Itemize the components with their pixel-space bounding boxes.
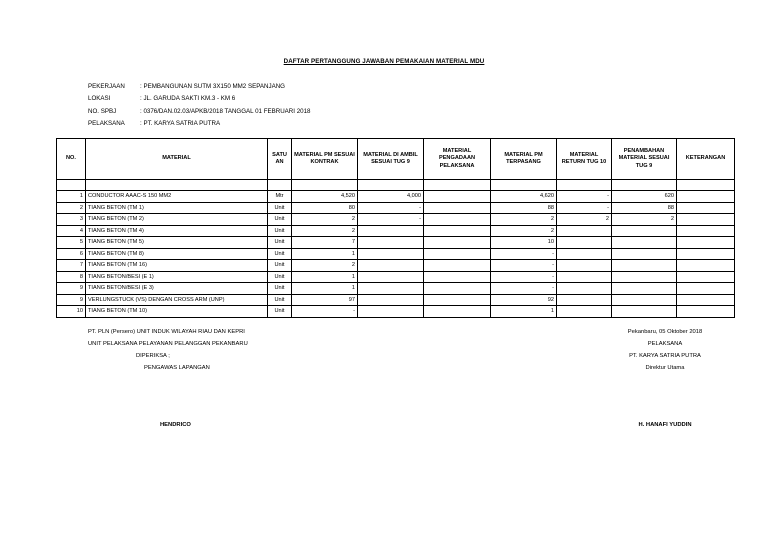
table-cell: - <box>292 306 358 318</box>
info-row <box>88 106 310 118</box>
table-cell: - <box>358 202 424 214</box>
supervisor-signature-name: HENDRICO <box>160 422 191 428</box>
table-cell: - <box>491 248 557 260</box>
table-cell <box>424 248 491 260</box>
table-cell: 3 <box>57 214 86 226</box>
table-cell: Unit <box>268 306 292 318</box>
info-value: : PT. KARYA SATRIA PUTRA <box>140 119 221 127</box>
table-cell: 2 <box>292 260 358 272</box>
info-value: : PEMBANGUNAN SUTM 3X150 MM2 SEPANJANG <box>140 83 285 90</box>
table-cell: 2 <box>57 202 86 214</box>
table-cell: - <box>557 202 612 214</box>
footer-right <box>590 326 740 374</box>
table-cell <box>612 294 677 306</box>
table-cell: 8 <box>57 271 86 283</box>
table-cell: Unit <box>268 225 292 237</box>
table-cell <box>612 248 677 260</box>
table-cell: Unit <box>268 294 292 306</box>
table-cell: Unit <box>268 214 292 226</box>
table-cell <box>557 294 612 306</box>
info-key: PELAKSANA <box>88 119 125 127</box>
table-cell <box>677 214 735 226</box>
table-cell <box>358 294 424 306</box>
table-cell: Unit <box>268 271 292 283</box>
table-cell: Mtr <box>268 191 292 203</box>
table-cell: Unit <box>268 237 292 249</box>
table-cell <box>677 294 735 306</box>
table-cell: 4,000 <box>358 191 424 203</box>
org-name: PT. PLN (Persero) UNIT INDUK WILAYAH RIAU DAN KEPRI <box>88 329 245 335</box>
table-cell <box>358 306 424 318</box>
supervisor-role: PENGAWAS LAPANGAN <box>144 365 210 371</box>
table-cell: Unit <box>268 202 292 214</box>
table-cell <box>358 283 424 295</box>
table-row <box>57 283 735 295</box>
table-cell <box>612 306 677 318</box>
table-cell <box>612 283 677 295</box>
table-cell: 1 <box>57 191 86 203</box>
info-key: NO. SPBJ <box>88 107 117 115</box>
column-header: KETERANGAN <box>677 139 735 180</box>
table-cell: TIANG BETON (TM 10) <box>86 306 268 318</box>
table-cell <box>424 191 491 203</box>
table-cell <box>557 248 612 260</box>
table-cell: 2 <box>557 214 612 226</box>
table-cell: - <box>491 271 557 283</box>
table-cell: VERLUNGSTUCK (VS) DENGAN CROSS ARM (UNP) <box>86 294 268 306</box>
table-cell <box>677 202 735 214</box>
table-cell: 1 <box>292 248 358 260</box>
table-cell <box>557 306 612 318</box>
table-cell <box>358 225 424 237</box>
empty-cell <box>612 180 677 191</box>
spacer-row <box>57 180 735 191</box>
table-cell: - <box>491 283 557 295</box>
table-cell: 7 <box>57 260 86 272</box>
column-header: NO. <box>57 139 86 180</box>
info-row <box>88 118 310 130</box>
table-cell: Unit <box>268 283 292 295</box>
table-cell: 88 <box>612 202 677 214</box>
info-key: LOKASI <box>88 95 111 103</box>
table-row <box>57 248 735 260</box>
table-cell: TIANG BETON/BESI (E 1) <box>86 271 268 283</box>
table-cell: 6 <box>57 248 86 260</box>
empty-cell <box>358 180 424 191</box>
table-cell <box>424 260 491 272</box>
table-cell: 92 <box>491 294 557 306</box>
empty-cell <box>557 180 612 191</box>
table-cell: 5 <box>57 237 86 249</box>
unit-name: UNIT PELAKSANA PELAYANAN PELANGGAN PEKANBARU <box>88 341 248 347</box>
empty-cell <box>86 180 268 191</box>
table-cell <box>557 271 612 283</box>
table-cell <box>424 202 491 214</box>
info-value: : JL. GARUDA SAKTI KM.3 - KM 6 <box>140 95 236 103</box>
table-cell: 2 <box>491 225 557 237</box>
table-cell <box>424 214 491 226</box>
table-row <box>57 214 735 226</box>
table-cell <box>424 283 491 295</box>
table-cell: - <box>491 260 557 272</box>
column-header: PENAMBAHAN MATERIAL SESUAI TUG 9 <box>612 139 677 180</box>
table-row <box>57 294 735 306</box>
table-row <box>57 271 735 283</box>
director-signature-name: H. HANAFI YUDDIN <box>638 422 692 428</box>
table-cell: TIANG BETON (TM 4) <box>86 225 268 237</box>
project-info <box>88 81 310 130</box>
table-cell: 4 <box>57 225 86 237</box>
table-header-row <box>57 139 735 180</box>
document-title: DAFTAR PERTANGGUNG JAWABAN PEMAKAIAN MATERIAL MDU <box>283 58 485 65</box>
empty-cell <box>57 180 86 191</box>
column-header: MATERIAL RETURN TUG 10 <box>557 139 612 180</box>
info-row <box>88 81 310 93</box>
empty-cell <box>292 180 358 191</box>
table-cell: 10 <box>491 237 557 249</box>
table-cell: 9 <box>57 294 86 306</box>
table-cell <box>358 237 424 249</box>
column-header: SATU AN <box>268 139 292 180</box>
table-cell: TIANG BETON (TM 1) <box>86 202 268 214</box>
table-cell <box>677 283 735 295</box>
table-cell: CONDUCTOR AAAC-S 150 MM2 <box>86 191 268 203</box>
table-cell: 1 <box>292 271 358 283</box>
director-role: Direktur Utama <box>645 365 685 371</box>
info-key: PEKERJAAN <box>88 83 125 90</box>
table-cell: 9 <box>57 283 86 295</box>
table-row <box>57 237 735 249</box>
table-row <box>57 306 735 318</box>
table-cell <box>677 191 735 203</box>
table-cell: 10 <box>57 306 86 318</box>
info-value: : 0376/DAN.02.03/APKB/2018 TANGGAL 01 FEBRUARI 2018 <box>140 107 311 115</box>
table-cell: 88 <box>491 202 557 214</box>
table-cell: TIANG BETON (TM 5) <box>86 237 268 249</box>
table-cell: 97 <box>292 294 358 306</box>
table-cell: - <box>557 191 612 203</box>
column-header: MATERIAL DI AMBIL SESUAI TUG 9 <box>358 139 424 180</box>
table-cell <box>677 260 735 272</box>
table-cell <box>677 306 735 318</box>
executor-label: PELAKSANA <box>647 341 683 347</box>
table-cell: 1 <box>292 283 358 295</box>
table-row <box>57 225 735 237</box>
table-cell: 2 <box>292 214 358 226</box>
table-cell: TIANG BETON/BESI (E 3) <box>86 283 268 295</box>
table-cell <box>557 283 612 295</box>
checked-label: DIPERIKSA ; <box>136 353 170 359</box>
table-cell <box>612 271 677 283</box>
empty-cell <box>491 180 557 191</box>
table-row <box>57 202 735 214</box>
column-header: MATERIAL PM SESUAI KONTRAK <box>292 139 358 180</box>
table-row <box>57 260 735 272</box>
table-cell <box>424 271 491 283</box>
table-cell: 1 <box>491 306 557 318</box>
table-cell <box>358 260 424 272</box>
table-cell <box>677 225 735 237</box>
table-cell <box>677 237 735 249</box>
place-date: Pekanbaru, 05 Oktober 2018 <box>627 329 703 335</box>
table-cell <box>557 237 612 249</box>
table-cell: TIANG BETON (TM 8) <box>86 248 268 260</box>
footer-left <box>88 326 248 374</box>
table-cell: 2 <box>292 225 358 237</box>
empty-cell <box>268 180 292 191</box>
table-cell: TIANG BETON (TM 16) <box>86 260 268 272</box>
table-cell: - <box>358 214 424 226</box>
table-cell <box>358 248 424 260</box>
table-cell: 80 <box>292 202 358 214</box>
table-cell: 2 <box>612 214 677 226</box>
table-cell: 4,520 <box>292 191 358 203</box>
table-cell <box>677 248 735 260</box>
table-cell <box>557 225 612 237</box>
table-cell: 2 <box>491 214 557 226</box>
table-cell <box>677 271 735 283</box>
table-cell: 4,620 <box>491 191 557 203</box>
table-cell: 7 <box>292 237 358 249</box>
column-header: MATERIAL PM TERPASANG <box>491 139 557 180</box>
table-cell: Unit <box>268 260 292 272</box>
company-name: PT. KARYA SATRIA PUTRA <box>629 353 701 359</box>
table-cell <box>424 306 491 318</box>
table-cell: 620 <box>612 191 677 203</box>
table-cell <box>358 271 424 283</box>
table-cell: Unit <box>268 248 292 260</box>
table-cell: TIANG BETON (TM 2) <box>86 214 268 226</box>
column-header: MATERIAL <box>86 139 268 180</box>
table-cell <box>612 237 677 249</box>
table-cell <box>424 294 491 306</box>
table-cell <box>612 225 677 237</box>
material-table <box>56 138 735 318</box>
table-cell <box>557 260 612 272</box>
empty-cell <box>424 180 491 191</box>
info-row <box>88 93 310 105</box>
table-row <box>57 191 735 203</box>
table-cell <box>612 260 677 272</box>
table-cell <box>424 225 491 237</box>
empty-cell <box>677 180 735 191</box>
table-cell <box>424 237 491 249</box>
column-header: MATERIAL PENGADAAN PELAKSANA <box>424 139 491 180</box>
